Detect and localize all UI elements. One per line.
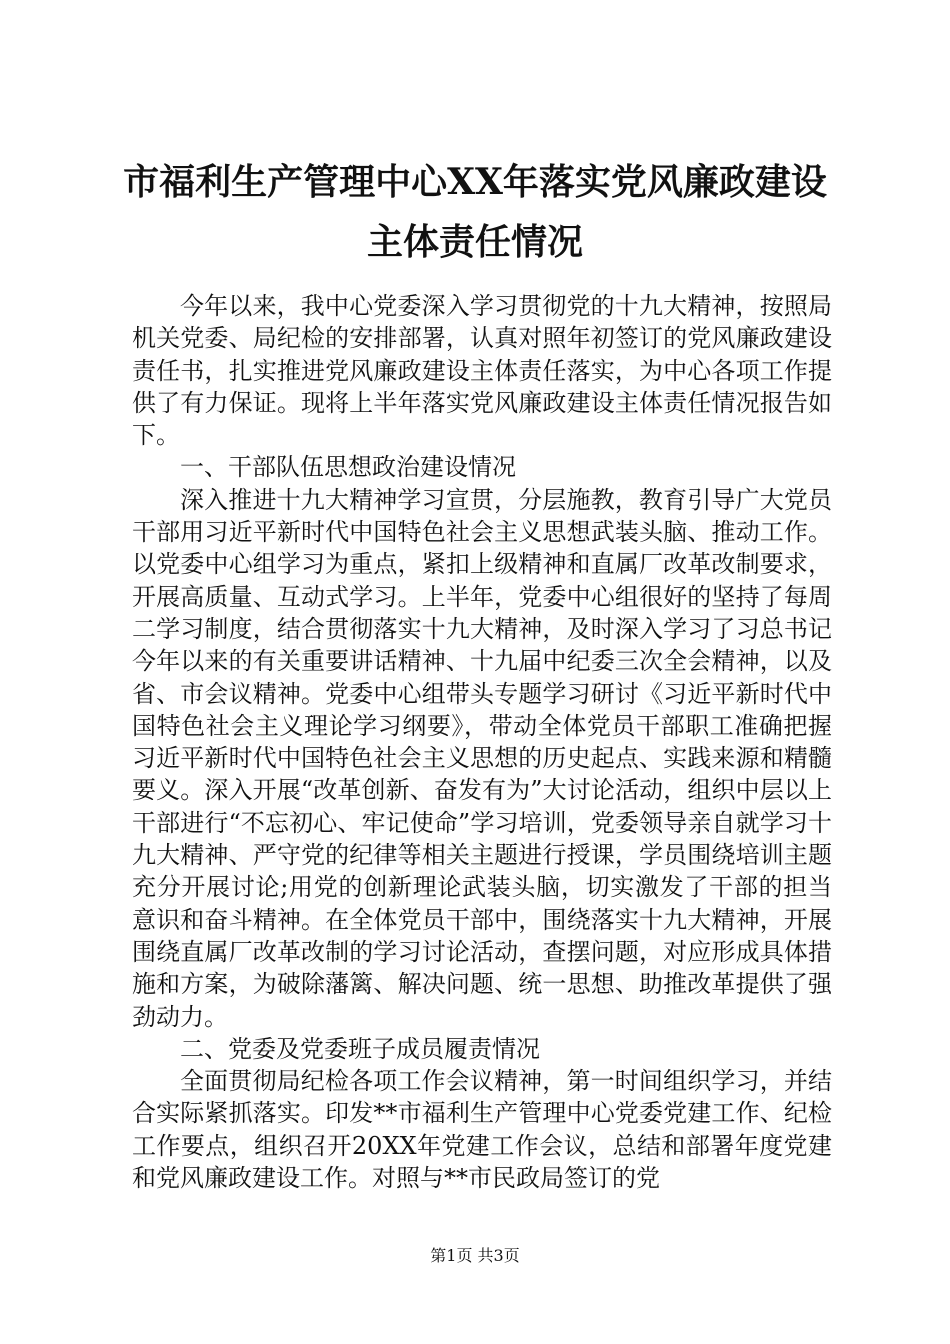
section-heading-2: 二、党委及党委班子成员履责情况: [180, 1034, 540, 1063]
document-body: [132, 290, 832, 1194]
paragraph-intro: 今年以来，我中心党委深入学习贯彻党的十九大精神，按照局机关党委、局纪检的安排部署，认真对照年初签订的党风廉政建设责任书，扎实推进党风廉政建设主体责任落实，为中心各项工作提供了有力保证。现将上半年落实党风廉政建设主体责任情况报告如下。: [132, 292, 832, 450]
document-title-line-2: 主体责任情况: [366, 221, 583, 263]
document-title-line-1: 市福利生产管理中心XX年落实党风廉政建设: [123, 161, 827, 203]
page-number-footer: 第1页 共3页: [430, 1246, 520, 1265]
paragraph-section-2: 全面贯彻局纪检各项工作会议精神，第一时间组织学习，并结合实际紧抓落实。印发**市福利生产管理中心党委党建工作、纪检工作要点，组织召开20XX年党建工作会议，总结和部署年度党建和党风廉政建设工作。对照与**市民政局签订的党: [132, 1067, 832, 1193]
section-heading-1: 一、干部队伍思想政治建设情况: [180, 453, 516, 482]
paragraph-section-1: 深入推进十九大精神学习宣贯，分层施教，教育引导广大党员干部用习近平新时代中国特色社会主义思想武装头脑、推动工作。以党委中心组学习为重点，紧扣上级精神和直属厂改革改制要求，开展高质量、互动式学习。上半年，党委中心组很好的坚持了每周二学习制度，结合贯彻落实十九大精神，及时深入学习了习总书记今年以来的有关重要讲话精神、十九届中纪委三次全会精神，以及省、市会议精神。党委中心组带头专题学习研讨《习近平新时代中国特色社会主义理论学习纲要》，带动全体党员干部职工准确把握习近平新时代中国特色社会主义思想的历史起点、实践来源和精髓要义。深入开展“改革创新、奋发有为”大讨论活动，组织中层以上干部进行“不忘初心、牢记使命”学习培训，党委领导亲自就学习十九大精神、严守党的纪律等相关主题进行授课，学员围绕培训主题充分开展讨论;用党的创新理论武装头脑，切实激发了干部的担当意识和奋斗精神。在全体党员干部中，围绕落实十九大精神，开展围绕直属厂改革改制的学习讨论活动，查摆问题，对应形成具体措施和方案，为破除藩篱、解决问题、统一思想、助推改革提供了强劲动力。: [132, 485, 832, 1031]
